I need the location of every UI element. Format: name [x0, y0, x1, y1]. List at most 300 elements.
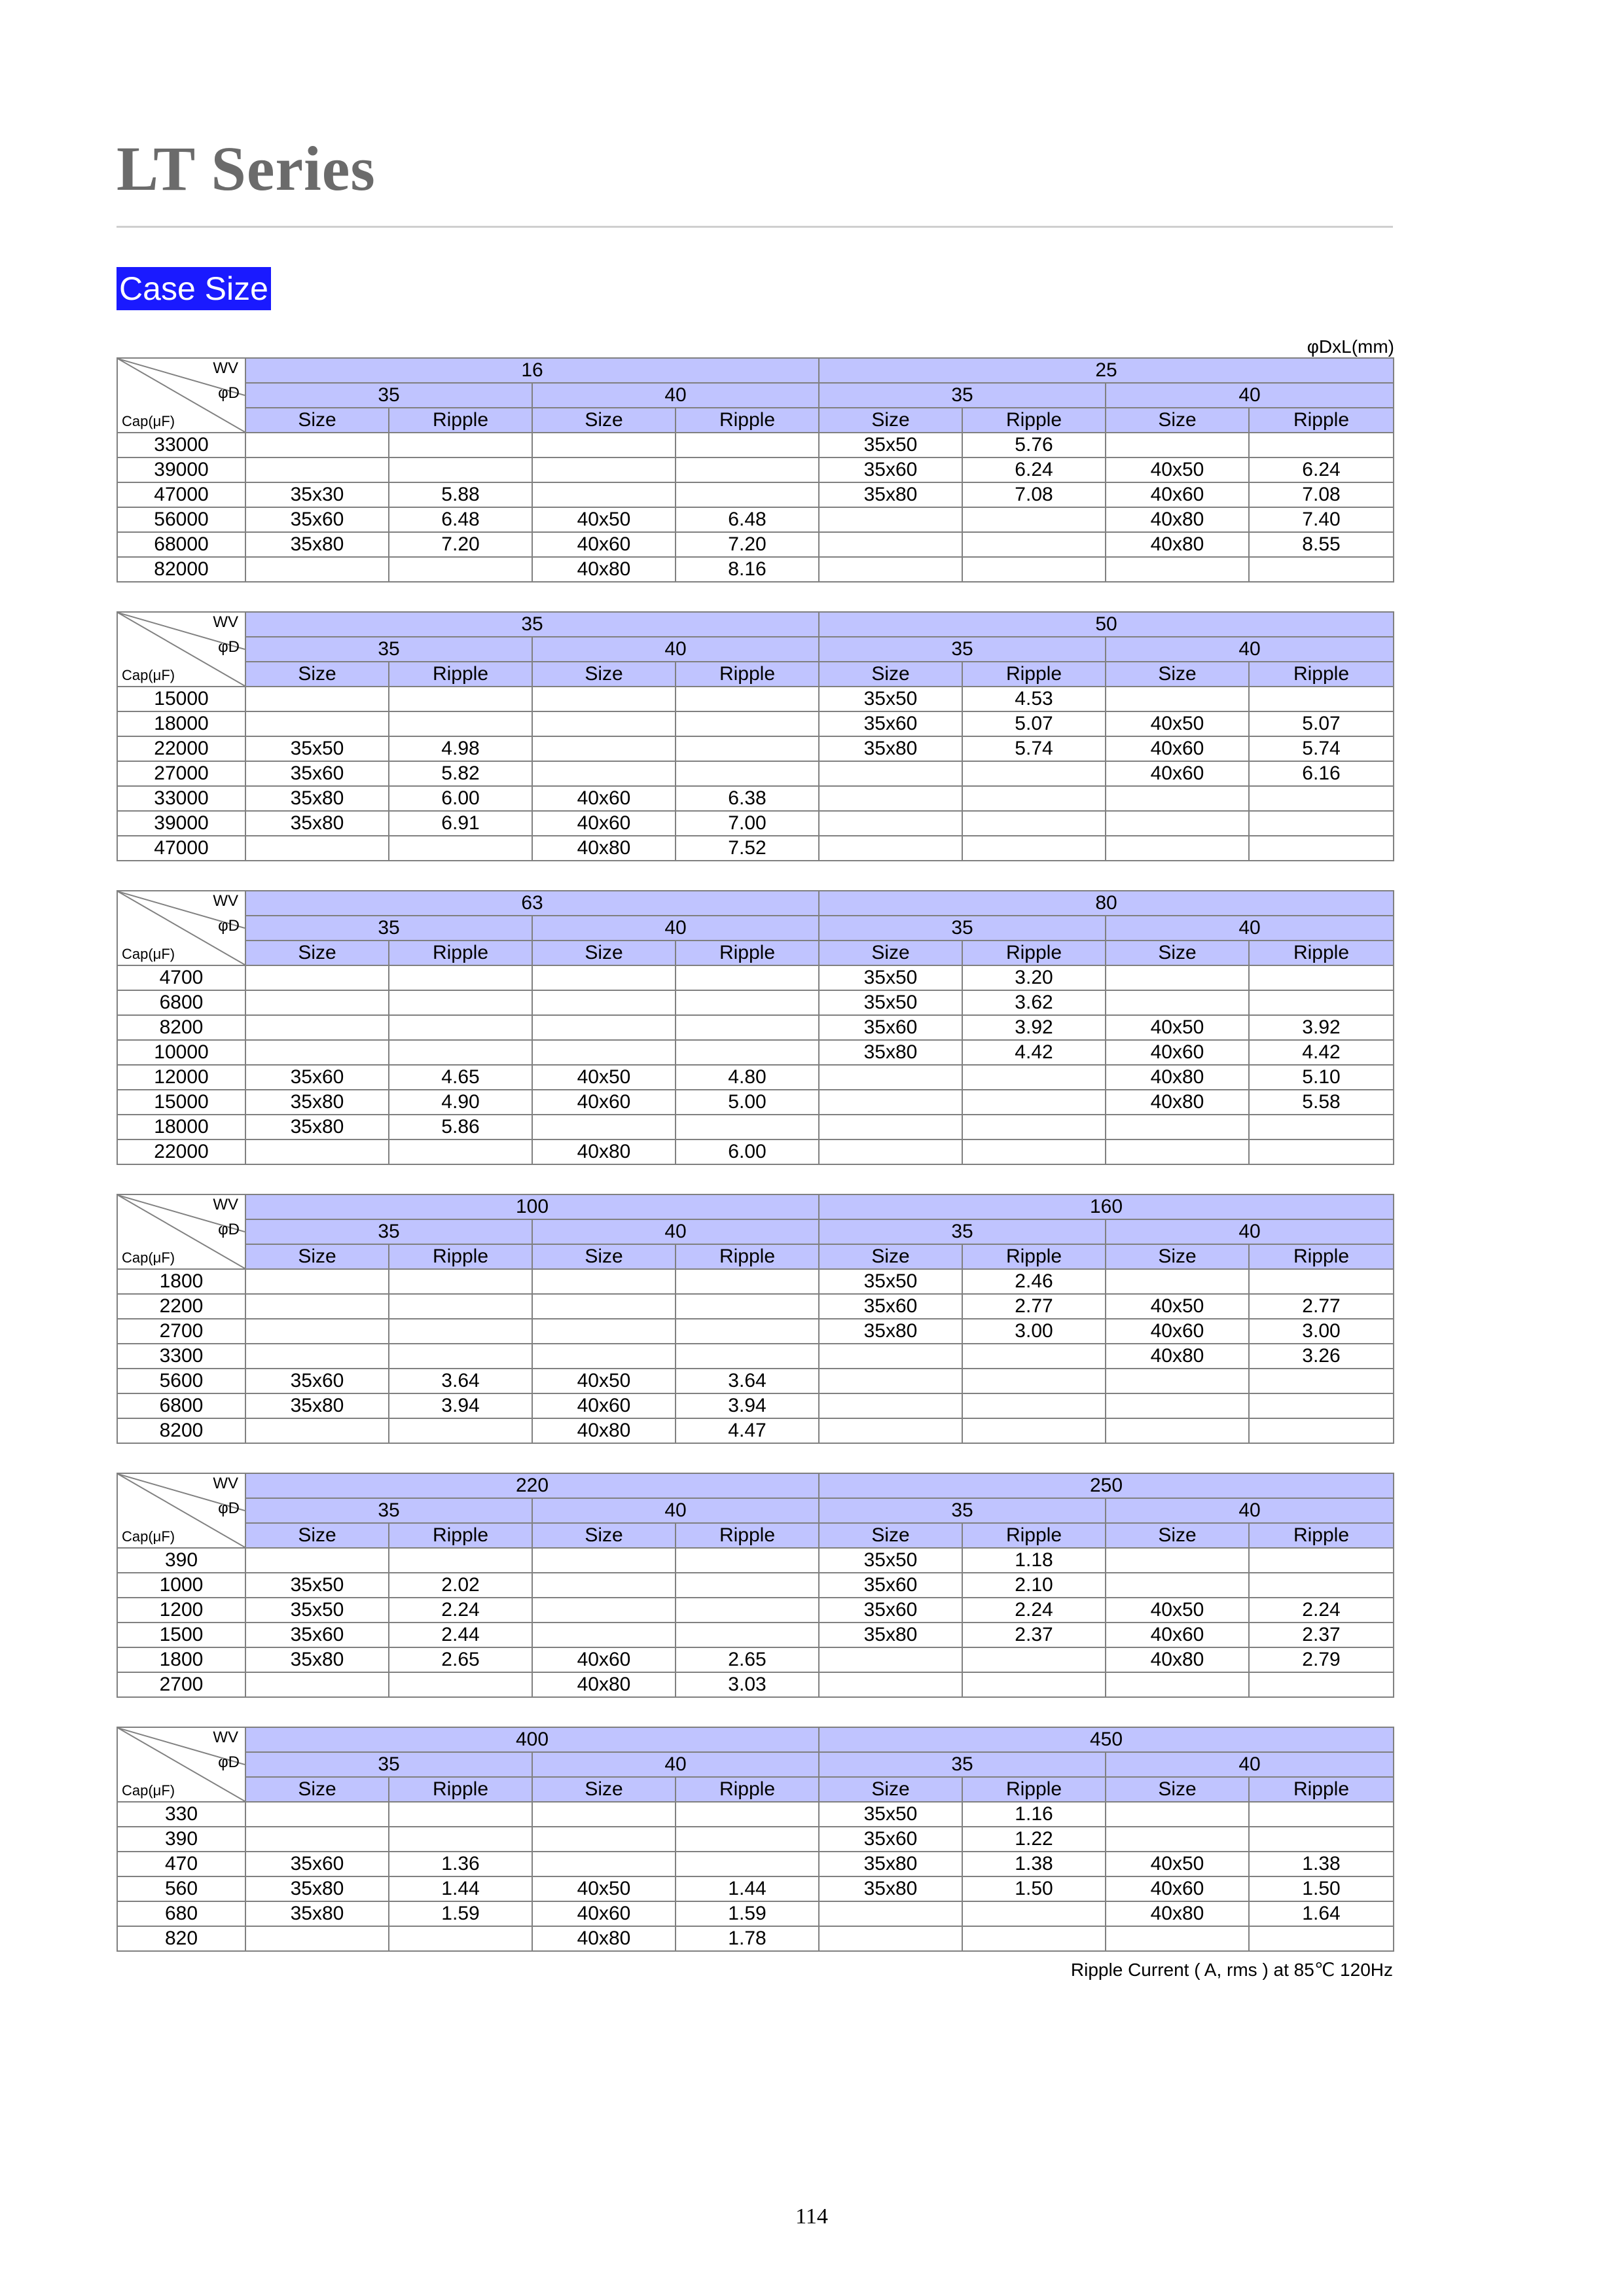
- table-row: [117, 990, 1394, 1015]
- size-cell: 35x80: [819, 1040, 962, 1065]
- ripple-cell: [1249, 786, 1394, 811]
- ripple-cell: [962, 1393, 1106, 1418]
- size-cell: 40x60: [1106, 482, 1249, 507]
- ripple-cell: [962, 811, 1106, 836]
- size-cell: [532, 1802, 676, 1827]
- ripple-cell: [676, 1623, 819, 1647]
- ripple-cell: [962, 557, 1106, 582]
- ripple-cell: 3.64: [389, 1369, 532, 1393]
- ripple-header: Ripple: [1249, 941, 1394, 965]
- ripple-cell: [676, 482, 819, 507]
- size-header: Size: [532, 1244, 676, 1269]
- size-header: Size: [819, 408, 962, 433]
- diameter-header: 40: [1106, 1752, 1394, 1777]
- size-cell: [819, 1647, 962, 1672]
- size-cell: [532, 1269, 676, 1294]
- size-cell: 40x80: [532, 557, 676, 582]
- size-cell: 35x50: [819, 1548, 962, 1573]
- size-cell: [532, 1294, 676, 1319]
- ripple-cell: [962, 1344, 1106, 1369]
- size-cell: [819, 507, 962, 532]
- ripple-cell: [1249, 1418, 1394, 1443]
- ripple-cell: 5.88: [389, 482, 532, 507]
- ripple-header: Ripple: [962, 941, 1106, 965]
- ripple-cell: [962, 836, 1106, 861]
- diameter-header: 40: [1106, 383, 1394, 408]
- size-cell: 35x80: [245, 1115, 389, 1139]
- capacitance-cell: 1000: [117, 1573, 245, 1598]
- size-cell: 40x50: [532, 1065, 676, 1090]
- size-header: Size: [1106, 1777, 1249, 1802]
- ripple-cell: [676, 1040, 819, 1065]
- size-cell: [245, 1548, 389, 1573]
- ripple-cell: 5.07: [1249, 711, 1394, 736]
- table-row: [117, 711, 1394, 736]
- ripple-cell: 2.65: [389, 1647, 532, 1672]
- size-cell: 40x80: [532, 836, 676, 861]
- capacitance-cell: 15000: [117, 1090, 245, 1115]
- size-cell: 35x50: [819, 965, 962, 990]
- size-cell: [1106, 1393, 1249, 1418]
- ripple-cell: 1.38: [962, 1852, 1106, 1876]
- ripple-cell: [389, 1802, 532, 1827]
- header-corner-cell: [117, 1194, 245, 1269]
- ripple-cell: 1.59: [676, 1901, 819, 1926]
- capacitance-cell: 18000: [117, 711, 245, 736]
- diameter-header: 40: [532, 1219, 819, 1244]
- size-cell: [819, 836, 962, 861]
- size-cell: 40x50: [532, 507, 676, 532]
- size-cell: [245, 1926, 389, 1951]
- ripple-cell: 6.00: [676, 1139, 819, 1164]
- ripple-cell: 6.91: [389, 811, 532, 836]
- ripple-cell: 8.55: [1249, 532, 1394, 557]
- ripple-cell: 3.64: [676, 1369, 819, 1393]
- ripple-cell: 2.24: [962, 1598, 1106, 1623]
- ripple-cell: [962, 1115, 1106, 1139]
- ripple-cell: [1249, 1369, 1394, 1393]
- table-row: [117, 507, 1394, 532]
- table-row: [117, 1139, 1394, 1164]
- ripple-cell: [389, 1344, 532, 1369]
- diameter-header: 40: [532, 637, 819, 662]
- ripple-cell: 1.18: [962, 1548, 1106, 1573]
- table-row: [117, 1015, 1394, 1040]
- capacitance-cell: 1800: [117, 1647, 245, 1672]
- ripple-cell: [389, 557, 532, 582]
- case-size-table: [117, 611, 1394, 861]
- ripple-header: Ripple: [962, 1523, 1106, 1548]
- size-cell: [1106, 1418, 1249, 1443]
- ripple-cell: [676, 761, 819, 786]
- ripple-header: Ripple: [676, 1244, 819, 1269]
- size-cell: [532, 761, 676, 786]
- ripple-header: Ripple: [1249, 1523, 1394, 1548]
- size-cell: [1106, 1139, 1249, 1164]
- size-cell: 35x50: [245, 1598, 389, 1623]
- ripple-cell: [676, 457, 819, 482]
- size-header: Size: [1106, 1244, 1249, 1269]
- diameter-header: 35: [245, 637, 532, 662]
- size-cell: 35x60: [819, 1598, 962, 1623]
- size-cell: 35x80: [245, 811, 389, 836]
- table-row: [117, 836, 1394, 861]
- voltage-header: 400: [245, 1727, 819, 1752]
- capacitance-label: Cap(μF): [122, 1249, 175, 1266]
- diameter-header: 35: [819, 1498, 1106, 1523]
- table-row: [117, 786, 1394, 811]
- ripple-cell: 4.65: [389, 1065, 532, 1090]
- table-row: [117, 687, 1394, 711]
- ripple-cell: 4.42: [962, 1040, 1106, 1065]
- ripple-cell: 5.10: [1249, 1065, 1394, 1090]
- ripple-cell: [962, 1672, 1106, 1697]
- size-cell: 35x80: [245, 1090, 389, 1115]
- ripple-cell: 1.16: [962, 1802, 1106, 1827]
- size-cell: [245, 687, 389, 711]
- capacitance-label: Cap(μF): [122, 946, 175, 962]
- ripple-cell: [676, 1573, 819, 1598]
- ripple-cell: 6.38: [676, 786, 819, 811]
- size-cell: 40x50: [1106, 457, 1249, 482]
- table-row: [117, 1926, 1394, 1951]
- ripple-cell: [676, 1852, 819, 1876]
- table-row: [117, 1065, 1394, 1090]
- size-cell: 35x80: [819, 482, 962, 507]
- wv-label: WV: [213, 1196, 238, 1213]
- size-cell: 40x80: [532, 1672, 676, 1697]
- ripple-cell: 1.50: [962, 1876, 1106, 1901]
- size-cell: [532, 711, 676, 736]
- table-row: [117, 811, 1394, 836]
- capacitance-cell: 6800: [117, 1393, 245, 1418]
- size-cell: 40x60: [532, 1901, 676, 1926]
- size-cell: 35x60: [819, 1294, 962, 1319]
- size-cell: 35x50: [819, 687, 962, 711]
- ripple-cell: [676, 1344, 819, 1369]
- size-cell: 40x50: [532, 1369, 676, 1393]
- size-cell: [819, 1369, 962, 1393]
- ripple-cell: [1249, 1672, 1394, 1697]
- size-cell: [532, 1040, 676, 1065]
- capacitance-cell: 18000: [117, 1115, 245, 1139]
- case-size-table: [117, 1727, 1394, 1952]
- ripple-cell: [389, 965, 532, 990]
- ripple-header: Ripple: [1249, 662, 1394, 687]
- table-row: [117, 1319, 1394, 1344]
- size-cell: [532, 1573, 676, 1598]
- ripple-footnote: Ripple Current ( A, rms ) at 85℃ 120Hz: [1070, 1960, 1393, 1980]
- ripple-cell: [962, 507, 1106, 532]
- size-cell: 40x60: [532, 811, 676, 836]
- ripple-cell: [1249, 811, 1394, 836]
- size-header: Size: [819, 1777, 962, 1802]
- table-row: [117, 1901, 1394, 1926]
- diameter-label: φD: [218, 638, 240, 656]
- size-cell: [245, 1319, 389, 1344]
- size-cell: 35x80: [819, 1852, 962, 1876]
- size-cell: [1106, 965, 1249, 990]
- capacitance-cell: 4700: [117, 965, 245, 990]
- size-cell: 35x30: [245, 482, 389, 507]
- ripple-cell: [676, 1548, 819, 1573]
- size-cell: [1106, 1269, 1249, 1294]
- voltage-header: 50: [819, 612, 1394, 637]
- ripple-cell: [962, 761, 1106, 786]
- ripple-cell: [962, 1926, 1106, 1951]
- size-header: Size: [1106, 941, 1249, 965]
- size-cell: [1106, 811, 1249, 836]
- ripple-cell: [389, 1269, 532, 1294]
- size-cell: 40x50: [1106, 711, 1249, 736]
- table-row: [117, 1573, 1394, 1598]
- case-size-table: [117, 1473, 1394, 1698]
- size-cell: [819, 1672, 962, 1697]
- capacitance-cell: 33000: [117, 786, 245, 811]
- ripple-cell: [1249, 1926, 1394, 1951]
- diameter-label: φD: [218, 1221, 240, 1238]
- table-row: [117, 965, 1394, 990]
- size-cell: [532, 1015, 676, 1040]
- ripple-cell: 2.37: [962, 1623, 1106, 1647]
- diameter-header: 35: [245, 1498, 532, 1523]
- size-cell: [245, 557, 389, 582]
- header-corner-cell: [117, 1727, 245, 1802]
- size-cell: 35x80: [819, 736, 962, 761]
- ripple-cell: [389, 1672, 532, 1697]
- ripple-cell: 7.08: [1249, 482, 1394, 507]
- capacitance-cell: 8200: [117, 1015, 245, 1040]
- ripple-cell: [962, 1418, 1106, 1443]
- size-cell: [819, 1090, 962, 1115]
- size-cell: 40x80: [532, 1139, 676, 1164]
- size-header: Size: [819, 1244, 962, 1269]
- size-cell: 40x80: [532, 1418, 676, 1443]
- ripple-cell: 4.53: [962, 687, 1106, 711]
- size-cell: 40x80: [532, 1926, 676, 1951]
- page-title: LT Series: [117, 134, 376, 204]
- size-cell: 35x50: [245, 736, 389, 761]
- size-cell: 40x80: [1106, 1647, 1249, 1672]
- size-cell: [819, 1344, 962, 1369]
- size-cell: 35x60: [819, 1015, 962, 1040]
- header-corner-cell: [117, 1473, 245, 1548]
- ripple-cell: 5.74: [962, 736, 1106, 761]
- size-cell: 35x60: [819, 457, 962, 482]
- size-header: Size: [532, 408, 676, 433]
- ripple-cell: 7.20: [389, 532, 532, 557]
- capacitance-cell: 47000: [117, 482, 245, 507]
- capacitance-cell: 1200: [117, 1598, 245, 1623]
- ripple-cell: 7.08: [962, 482, 1106, 507]
- size-cell: [245, 1418, 389, 1443]
- voltage-header: 160: [819, 1194, 1394, 1219]
- size-cell: 40x80: [1106, 507, 1249, 532]
- size-cell: 35x80: [819, 1623, 962, 1647]
- size-cell: [245, 1040, 389, 1065]
- table-row: [117, 1827, 1394, 1852]
- size-cell: [1106, 1369, 1249, 1393]
- ripple-cell: 1.38: [1249, 1852, 1394, 1876]
- capacitance-cell: 390: [117, 1548, 245, 1573]
- ripple-cell: [1249, 1548, 1394, 1573]
- diameter-header: 35: [245, 1752, 532, 1777]
- capacitance-cell: 47000: [117, 836, 245, 861]
- table-row: [117, 1040, 1394, 1065]
- ripple-header: Ripple: [1249, 408, 1394, 433]
- ripple-header: Ripple: [389, 1523, 532, 1548]
- size-cell: 40x80: [1106, 532, 1249, 557]
- size-cell: 35x80: [245, 786, 389, 811]
- diameter-header: 40: [1106, 916, 1394, 941]
- ripple-header: Ripple: [962, 408, 1106, 433]
- size-header: Size: [819, 941, 962, 965]
- ripple-cell: [676, 1015, 819, 1040]
- size-cell: 40x60: [1106, 1040, 1249, 1065]
- ripple-cell: [1249, 1573, 1394, 1598]
- ripple-cell: 2.02: [389, 1573, 532, 1598]
- size-cell: 35x60: [245, 1065, 389, 1090]
- ripple-cell: [676, 687, 819, 711]
- voltage-header: 80: [819, 891, 1394, 916]
- ripple-cell: [1249, 1802, 1394, 1827]
- ripple-cell: [1249, 836, 1394, 861]
- voltage-header: 25: [819, 358, 1394, 383]
- ripple-cell: 3.92: [1249, 1015, 1394, 1040]
- ripple-cell: 5.58: [1249, 1090, 1394, 1115]
- ripple-header: Ripple: [676, 408, 819, 433]
- size-cell: 35x50: [819, 1269, 962, 1294]
- ripple-cell: [1249, 687, 1394, 711]
- size-cell: 35x60: [819, 1573, 962, 1598]
- size-cell: [1106, 433, 1249, 457]
- size-cell: [532, 1827, 676, 1852]
- unit-note: φDxL(mm): [1307, 336, 1394, 357]
- page-number: 114: [795, 2204, 828, 2229]
- size-cell: [1106, 1548, 1249, 1573]
- section-label: Case Size: [117, 267, 271, 310]
- table-row: [117, 1802, 1394, 1827]
- ripple-cell: 5.74: [1249, 736, 1394, 761]
- size-cell: 40x60: [1106, 736, 1249, 761]
- size-header: Size: [532, 1777, 676, 1802]
- size-cell: 40x60: [1106, 1876, 1249, 1901]
- ripple-cell: [1249, 557, 1394, 582]
- case-size-table: [117, 357, 1394, 583]
- size-cell: [1106, 836, 1249, 861]
- ripple-cell: [962, 532, 1106, 557]
- ripple-cell: 8.16: [676, 557, 819, 582]
- ripple-cell: 3.00: [962, 1319, 1106, 1344]
- size-cell: 40x80: [1106, 1065, 1249, 1090]
- size-cell: [1106, 557, 1249, 582]
- ripple-cell: [1249, 965, 1394, 990]
- ripple-cell: 2.79: [1249, 1647, 1394, 1672]
- size-cell: [532, 457, 676, 482]
- size-cell: [532, 965, 676, 990]
- ripple-cell: [389, 433, 532, 457]
- size-cell: [532, 736, 676, 761]
- ripple-cell: [1249, 433, 1394, 457]
- size-cell: 35x80: [819, 1319, 962, 1344]
- diameter-header: 35: [819, 383, 1106, 408]
- size-cell: 35x50: [245, 1573, 389, 1598]
- ripple-cell: 1.78: [676, 1926, 819, 1951]
- diameter-header: 35: [819, 1752, 1106, 1777]
- ripple-header: Ripple: [389, 941, 532, 965]
- ripple-header: Ripple: [389, 408, 532, 433]
- table-row: [117, 532, 1394, 557]
- voltage-header: 450: [819, 1727, 1394, 1752]
- size-cell: 35x80: [245, 1647, 389, 1672]
- table-row: [117, 1369, 1394, 1393]
- ripple-cell: 1.44: [389, 1876, 532, 1901]
- ripple-cell: 6.24: [962, 457, 1106, 482]
- size-cell: [532, 1598, 676, 1623]
- ripple-cell: 5.82: [389, 761, 532, 786]
- size-cell: [819, 557, 962, 582]
- size-cell: [245, 1015, 389, 1040]
- size-cell: [245, 1802, 389, 1827]
- table-row: [117, 1672, 1394, 1697]
- voltage-header: 35: [245, 612, 819, 637]
- table-row: [117, 1647, 1394, 1672]
- capacitance-label: Cap(μF): [122, 1782, 175, 1799]
- size-cell: [1106, 1672, 1249, 1697]
- ripple-cell: [962, 1647, 1106, 1672]
- capacitance-cell: 6800: [117, 990, 245, 1015]
- capacitance-cell: 3300: [117, 1344, 245, 1369]
- case-size-table: [117, 890, 1394, 1165]
- ripple-cell: 4.98: [389, 736, 532, 761]
- ripple-cell: 3.94: [676, 1393, 819, 1418]
- capacitance-cell: 1800: [117, 1269, 245, 1294]
- size-header: Size: [819, 662, 962, 687]
- ripple-cell: 1.59: [389, 1901, 532, 1926]
- table-row: [117, 457, 1394, 482]
- table-row: [117, 1090, 1394, 1115]
- size-cell: 40x50: [1106, 1294, 1249, 1319]
- size-cell: [245, 1139, 389, 1164]
- table-row: [117, 1294, 1394, 1319]
- size-cell: [245, 965, 389, 990]
- size-cell: 35x50: [819, 433, 962, 457]
- ripple-header: Ripple: [962, 662, 1106, 687]
- size-cell: 40x60: [1106, 1623, 1249, 1647]
- size-cell: [532, 1623, 676, 1647]
- header-corner-cell: [117, 891, 245, 965]
- size-cell: 35x80: [245, 532, 389, 557]
- ripple-cell: 2.37: [1249, 1623, 1394, 1647]
- capacitance-cell: 1500: [117, 1623, 245, 1647]
- capacitance-cell: 33000: [117, 433, 245, 457]
- ripple-cell: [1249, 1115, 1394, 1139]
- voltage-header: 100: [245, 1194, 819, 1219]
- size-cell: [245, 433, 389, 457]
- size-cell: [819, 1115, 962, 1139]
- diameter-header: 40: [1106, 1219, 1394, 1244]
- size-cell: 35x60: [819, 711, 962, 736]
- ripple-cell: [389, 836, 532, 861]
- ripple-cell: [676, 711, 819, 736]
- size-cell: [819, 1065, 962, 1090]
- ripple-cell: 4.42: [1249, 1040, 1394, 1065]
- case-size-table: [117, 1194, 1394, 1444]
- ripple-cell: [389, 1827, 532, 1852]
- ripple-cell: [389, 1040, 532, 1065]
- ripple-cell: 7.20: [676, 532, 819, 557]
- wv-label: WV: [213, 1475, 238, 1492]
